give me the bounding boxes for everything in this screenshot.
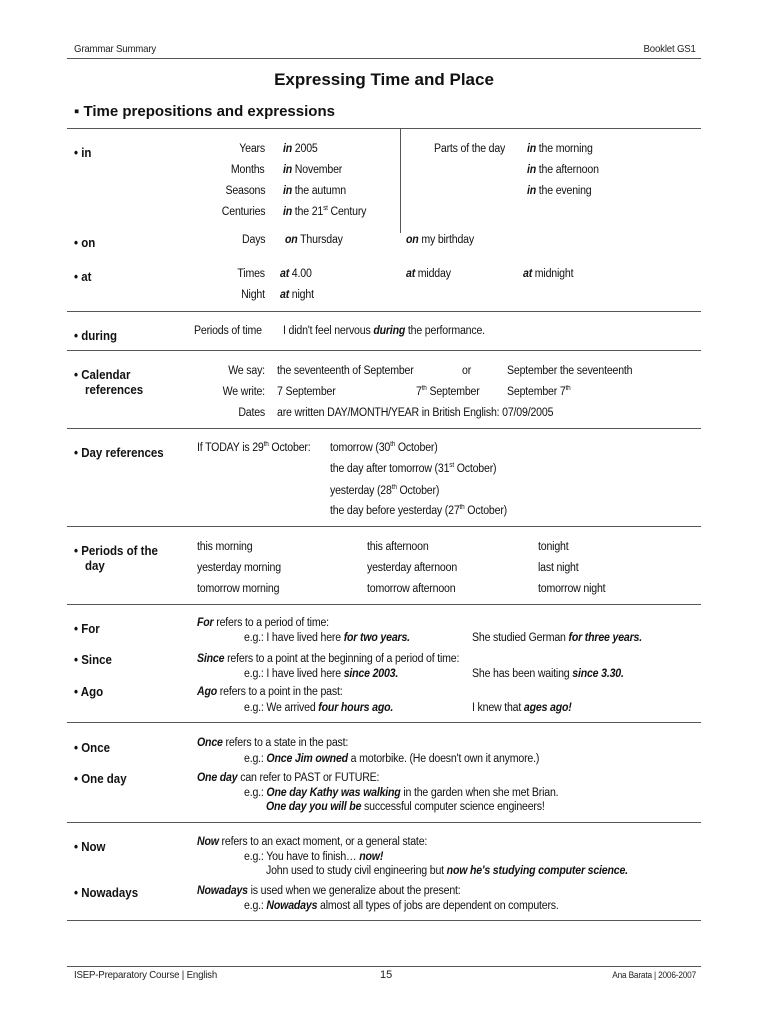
label-we-say: We say: [228,365,265,377]
say-1: the seventeenth of September [277,365,414,377]
example-midnight: at midnight [523,268,574,280]
bullet-calendar: • Calendar [74,368,131,382]
period-item: yesterday afternoon [367,562,458,574]
bullet-during: • during [74,329,117,343]
day-refs-intro: If TODAY is 29th October: [197,441,311,454]
bullet-periods: • Periods of the [74,544,158,558]
label-years: Years [239,143,265,155]
example-midday: at midday [406,268,451,280]
day-ref-item: the day after tomorrow (31st October) [330,462,497,475]
bullet-for: • For [74,622,100,636]
page-title: Expressing Time and Place [274,70,494,89]
write-3: September 7th [507,385,571,398]
label-night: Night [241,289,265,301]
divider [67,428,701,429]
header-right: Booklet GS1 [643,43,696,55]
bullet-periods-2: day [85,559,105,573]
day-ref-item: the day before yesterday (27th October) [330,504,507,517]
example-time: at 4.00 [280,268,312,280]
bullet-once: • Once [74,741,110,755]
say-or: or [462,365,472,377]
footer-left: ISEP-Preparatory Course | English [74,969,218,981]
header-left: Grammar Summary [74,43,157,55]
label-centuries: Centuries [221,206,265,218]
period-item: tomorrow morning [197,583,280,595]
example-afternoon: in the afternoon [527,164,599,176]
now-example: e.g.: You have to finish… now! [244,851,384,863]
example-morning: in the morning [527,143,593,155]
footer-right: Ana Barata | 2006-2007 [612,970,696,980]
now-example-2: John used to study civil engineering but now he's studying computer science. [266,865,628,877]
label-days: Days [241,234,265,246]
header-rule [67,58,701,59]
bullet-calendar-2: references [85,383,144,397]
section-subtitle: ▪ Time prepositions and expressions [74,103,335,120]
bullet-ago: • Ago [74,685,104,699]
period-item: this afternoon [367,541,429,553]
for-example: e.g.: I have lived here for two years. [244,632,410,644]
footer-rule [67,966,701,967]
since-desc: Since refers to a point at the beginning of a period of time: [197,653,460,665]
label-months: Months [231,164,265,176]
day-ref-item: yesterday (28th October) [330,484,440,497]
example-birthday: on my birthday [406,234,474,246]
bullet-one-day: • One day [74,772,127,786]
example-during: I didn't feel nervous during the performance. [283,325,485,337]
for-example-2: She studied German for three years. [472,632,642,644]
period-item: yesterday morning [197,562,281,574]
oneday-example: e.g.: One day Kathy was walking in the garden when she met Brian. [244,787,559,799]
label-parts-of-day: Parts of the day [434,143,506,155]
period-item: last night [538,562,579,574]
example-night: at night [280,289,314,301]
label-dates: Dates [238,407,265,419]
divider [67,350,701,351]
bullet-nowadays: • Nowadays [74,886,139,900]
divider [67,822,701,823]
now-desc: Now refers to an exact moment, or a general state: [197,836,428,848]
ago-example: e.g.: We arrived four hours ago. [244,702,394,714]
bullet-day-references: • Day references [74,446,164,460]
bullet-now: • Now [74,840,106,854]
divider [67,920,701,921]
ago-desc: Ago refers to a point in the past: [197,686,343,698]
dates-text: are written DAY/MONTH/YEAR in British English: 07/09/2005 [277,407,554,419]
divider [67,604,701,605]
write-1: 7 September [277,386,336,398]
label-seasons: Seasons [225,185,265,197]
since-example-2: She has been waiting since 3.30. [472,668,624,680]
label-times: Times [237,268,265,280]
in-column-divider [400,129,401,233]
example-months: in November [283,164,343,176]
day-ref-item: tomorrow (30th October) [330,441,438,454]
bullet-in: • in [74,146,92,160]
example-evening: in the evening [527,185,592,197]
bullet-since: • Since [74,653,112,667]
divider [67,722,701,723]
nowadays-example: e.g.: Nowadays almost all types of jobs are dependent on computers. [244,900,559,912]
once-example: e.g.: Once Jim owned a motorbike. (He doesn't own it anymore.) [244,753,540,765]
since-example: e.g.: I have lived here since 2003. [244,668,399,680]
bullet-on: • on [74,236,96,250]
label-we-write: We write: [222,386,265,398]
for-desc: For refers to a period of time: [197,617,329,629]
divider [67,526,701,527]
example-years: in 2005 [283,143,318,155]
label-periods-of-time: Periods of time [194,325,262,337]
bullet-at: • at [74,270,92,284]
say-2: September the seventeenth [507,365,633,377]
oneday-example-2: One day you will be successful computer science engineers! [266,801,545,813]
period-item: this morning [197,541,253,553]
example-thursday: on Thursday [285,234,343,246]
period-item: tomorrow afternoon [367,583,456,595]
once-desc: Once refers to a state in the past: [197,737,349,749]
nowadays-desc: Nowadays is used when we generalize about the present: [197,885,461,897]
example-centuries: in the 21st Century [283,205,367,218]
page-number: 15 [380,969,393,981]
oneday-desc: One day can refer to PAST or FUTURE: [197,772,380,784]
example-seasons: in the autumn [283,185,346,197]
divider [67,128,701,129]
write-2: 7th September [416,385,480,398]
divider [67,311,701,312]
ago-example-2: I knew that ages ago! [472,702,572,714]
period-item: tonight [538,541,569,553]
period-item: tomorrow night [538,583,606,595]
